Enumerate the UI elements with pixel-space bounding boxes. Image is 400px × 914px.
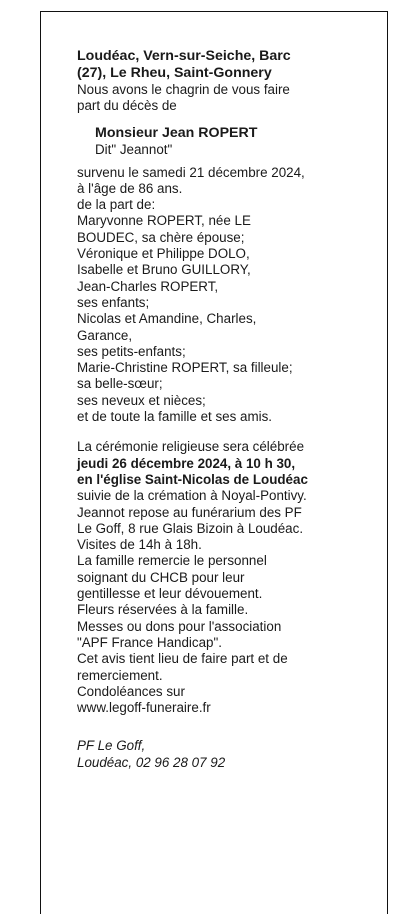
obituary-notice: [40, 11, 388, 914]
deceased-block: [95, 125, 377, 157]
ceremony-date: jeudi 26 décembre 2024, à 10 h 30,: [77, 455, 296, 471]
family-text: survenu le samedi 21 décembre 2024, à l'âge de 86 ans. de la part de: Maryvonne ROPERT, née LE BOUDEC, sa chère épouse; Véronique et Philippe DOLO, Isabelle et Bruno GUILLORY, Jean-Charles ROPERT, ses enfants; Nicolas et Amandine, Charles, Garance, ses petits-enfants; Marie-Christine ROPERT, sa filleule; sa belle-sœur; ses neveux et nièces; et de toute la famille et ses amis.: [77, 164, 305, 425]
section-gap: [77, 425, 377, 439]
details-text: suivie de la crémation à Noyal-Pontivy. Jeannot repose au funérarium des PF Le Goff, 8 rue Glais Bizoin à Loudéac. Visites de 14h à 18h. La famille remercie le personnel soignant du CHCB pour leur gentillesse et leur dévouement. Fleurs réservées à la famille. Messes ou dons pour l'association "APF France Handicap". Cet avis tient lieu de faire part et de remerciement. Condoléances sur www.legoff-funeraire.fr: [77, 488, 307, 716]
notice-intro: Nous avons le chagrin de vous faire part du décès de: [77, 82, 290, 114]
deceased-name: Monsieur Jean ROPERT: [95, 124, 258, 141]
ceremony-intro: La cérémonie religieuse sera célébrée: [77, 439, 305, 455]
signature: PF Le Goff, Loudéac, 02 96 28 07 92: [77, 738, 226, 770]
notice-content: [77, 48, 377, 784]
notice-heading: Loudéac, Vern-sur-Seiche, Barc (27), Le Rheu, Saint-Gonnery: [77, 48, 291, 81]
ceremony-place: en l'église Saint-Nicolas de Loudéac: [77, 471, 308, 487]
deceased-nickname: Dit" Jeannot": [95, 141, 173, 157]
